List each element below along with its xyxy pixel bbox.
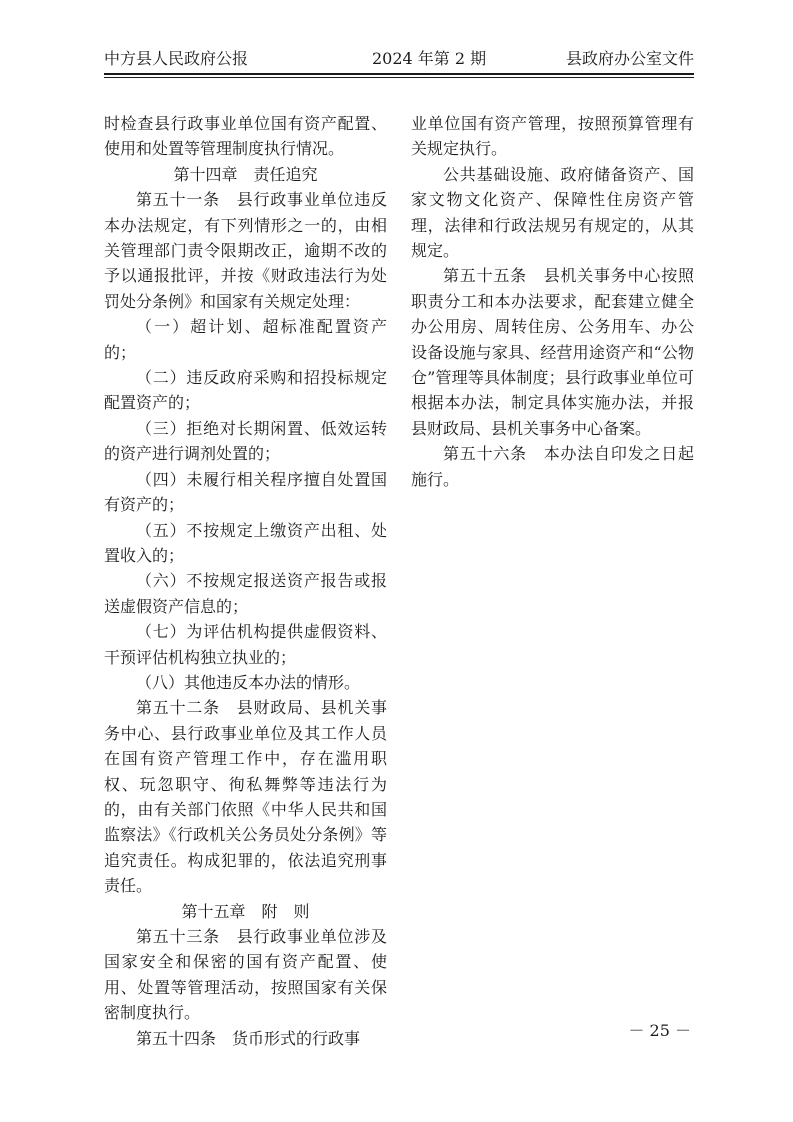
article-54-start: 第五十四条 货币形式的行政事 [136,1028,361,1048]
list-item-8: （八）其他违反本办法的情形。 [136,672,361,692]
article-54-continued: 业单位国有资产管理，按照预算管理有关规定执行。 [411,114,694,159]
list-item-3: （三）拒绝对长期闲置、低效运转的资产进行调剂处置的； [104,418,387,464]
list-item-1: （一）超计划、超标准配置资产的； [104,317,387,362]
article-51: 第五十一条 县行政事业单位违反本办法规定，有下列情形之一的，由相关管理部门责令限期改正，逾期不改的予以通报批评，并按《财政违法行为处罚处分条例》和国家有关规定处理： [104,190,387,311]
list-item-7: （七）为评估机构提供虚假资料、干预评估机构独立执业的； [104,622,387,667]
article-56: 第五十六条 本办法自印发之日起施行。 [411,444,694,489]
page-header [104,45,694,73]
list-item-5: （五）不按规定上缴资产出租、处置收入的； [104,520,387,565]
header-rule-thin [104,77,694,78]
article-52: 第五十二条 县财政局、县机关事务中心、县行政事业单位及其工作人员在国有资产管理工作中，存在滥用职权、玩忽职守、徇私舞弊等违法行为的，由有关部门依照《中华人民共和国监察法》《行政机关公务员处分条例》等追究责任。构成犯罪的，依法追究刑事责任。 [104,698,387,896]
article-55: 第五十五条 县机关事务中心按照职责分工和本办法要求，配套建立健全办公用房、周转住房、公务用车、办公设备设施与家具、经营用途资产和“公物仓”管理等具体制度；县行政事业单位可根据本办法，制定具体实施办法，并报县财政局、县机关事务中心备案。 [411,266,694,438]
header-publication-name: 中方县人民政府公报 [104,49,249,68]
paragraph-continued: 时检查县行政事业单位国有资产配置、使用和处置等管理制度执行情况。 [104,114,387,159]
header-rule-thick [104,73,694,75]
header-issue: 2024 年第 2 期 [372,49,487,68]
list-item-4: （四）未履行相关程序擅自处置国有资产的； [104,469,387,515]
right-column [411,111,694,492]
header-document-type: 县政府办公室文件 [565,49,694,68]
chapter-heading-14: 第十四章 责任追究 [173,164,318,184]
article-53: 第五十三条 县行政事业单位涉及国家安全和保密的国有资产配置、使用、处置等管理活动，按照国家有关保密制度执行。 [104,927,387,1023]
chapter-heading-15: 第十五章 附 则 [181,901,310,921]
page-number: － 25 － [628,1021,691,1040]
list-item-6: （六）不按规定报送资产报告或报送虚假资产信息的； [104,571,387,616]
left-column [104,111,387,1051]
list-item-2: （二）违反政府采购和招投标规定配置资产的； [104,368,387,413]
article-54-paragraph-2: 公共基础设施、政府储备资产、国家文物文化资产、保障性住房资产管理，法律和行政法规另有规定的，从其规定。 [411,164,694,261]
